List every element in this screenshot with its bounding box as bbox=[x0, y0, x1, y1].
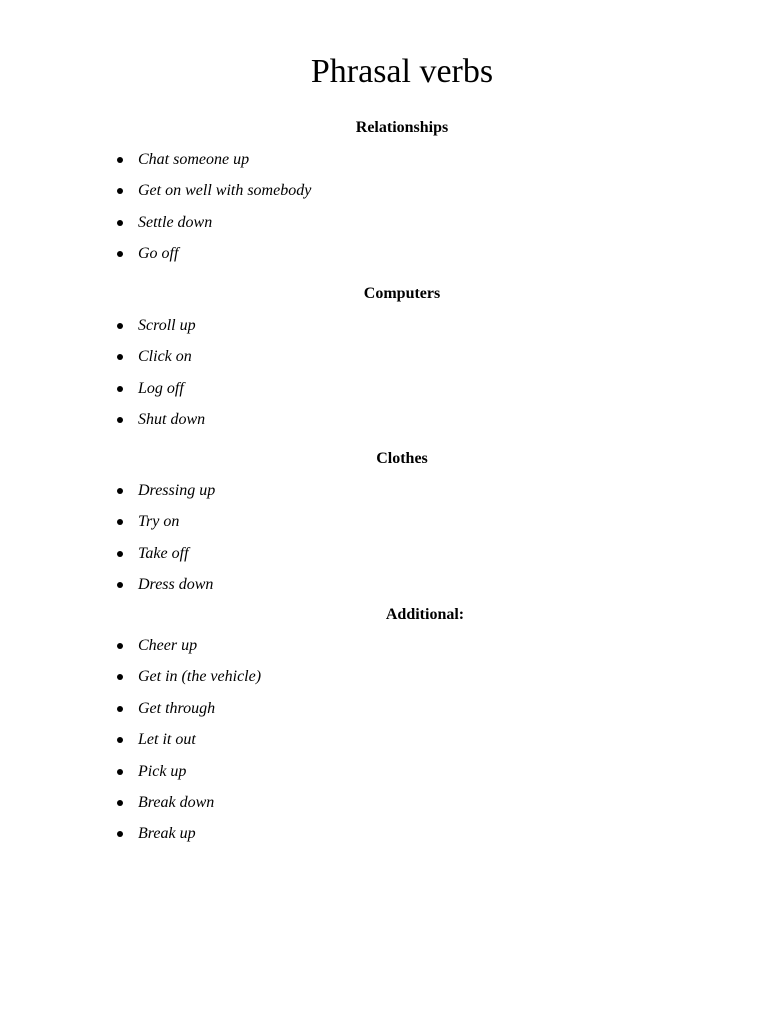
page-title: Phrasal verbs bbox=[310, 53, 494, 90]
bullet-icon bbox=[117, 488, 123, 494]
bullet-icon bbox=[117, 386, 123, 392]
section-heading-clothes: Clothes bbox=[376, 450, 428, 467]
bullet-icon bbox=[117, 188, 123, 194]
bullet-icon bbox=[117, 643, 123, 649]
bullet-icon bbox=[117, 220, 123, 226]
section-heading-computers: Computers bbox=[363, 285, 441, 302]
bullet-icon bbox=[117, 551, 123, 557]
section-heading-relationships: Relationships bbox=[355, 119, 449, 136]
bullet-icon bbox=[117, 323, 123, 329]
bullet-icon bbox=[117, 800, 123, 806]
bullet-icon bbox=[117, 737, 123, 743]
bullet-icon bbox=[117, 674, 123, 680]
bullet-icon bbox=[117, 251, 123, 257]
bullet-icon bbox=[117, 582, 123, 588]
bullet-icon bbox=[117, 769, 123, 775]
document-page: Phrasal verbs Relationships Chat someone up Get on well with somebody Settle down Go off Computers Scroll up Click on Log off Shut down Clothes Dressing up Try on Take off Dress down Additional: Cheer up Get in (the vehicle) Get through Let it out Pick up Break down Break up bbox=[0, 0, 768, 1024]
section-heading-additional: Additional: bbox=[385, 606, 465, 623]
bullet-icon bbox=[117, 706, 123, 712]
bullet-icon bbox=[117, 157, 123, 163]
bullet-icon bbox=[117, 354, 123, 360]
bullet-icon bbox=[117, 519, 123, 525]
bullet-icon bbox=[117, 417, 123, 423]
bullet-icon bbox=[117, 831, 123, 837]
